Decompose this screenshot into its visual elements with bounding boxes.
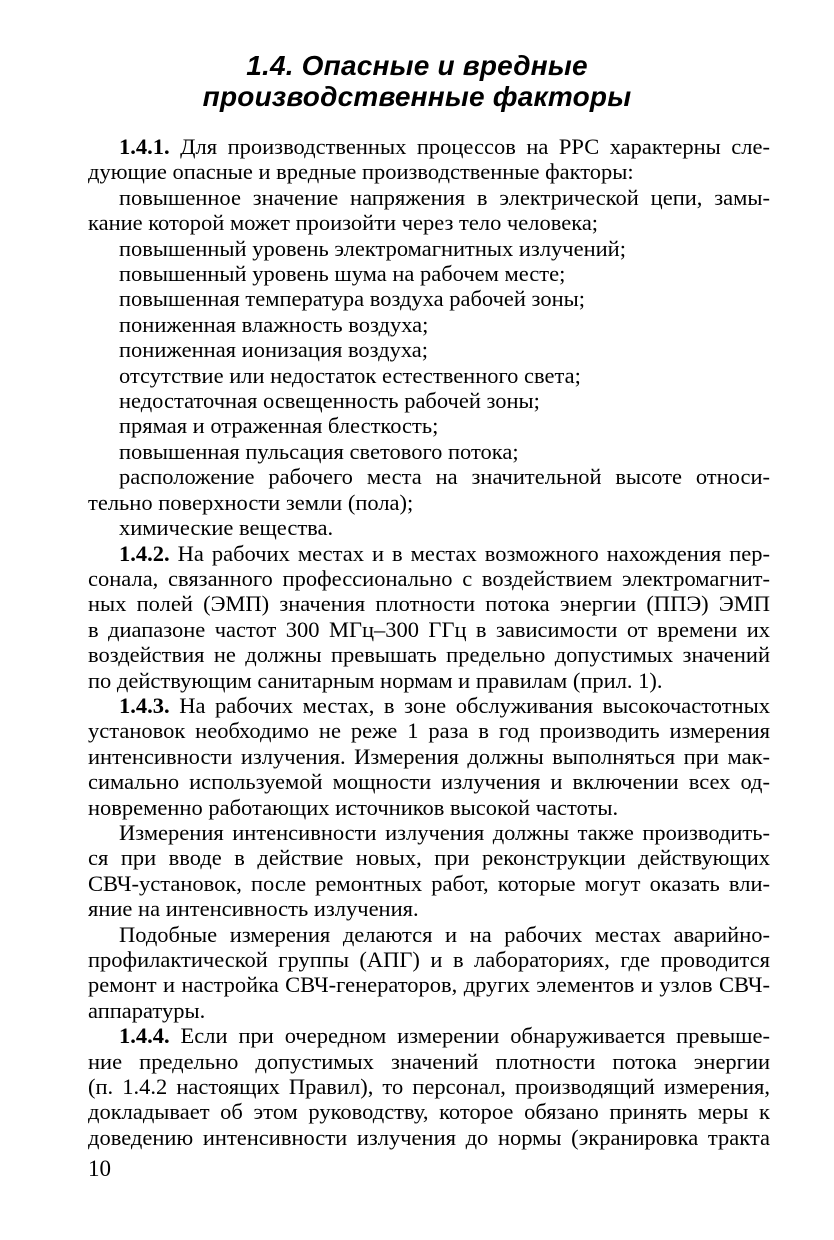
- text-line: повышенный уровень электромагнитных излучений;: [119, 235, 626, 261]
- section-title-line-2: производственные факторы: [202, 81, 632, 112]
- text-line: установок необходимо не реже 1 раза в год производить измерения: [88, 718, 770, 744]
- text-line: по действующим санитарным нормам и правилам (прил. 1).: [88, 667, 663, 693]
- text-line: дующие опасные и вредные производственные факторы:: [88, 159, 634, 185]
- text-line: яние на интенсивность излучения.: [88, 896, 419, 922]
- text-line: повышенный уровень шума на рабочем месте;: [119, 261, 566, 287]
- clause-number: 1.4.1.: [119, 134, 170, 159]
- section-title: [0, 50, 834, 112]
- text-line: ремонт и настройка СВЧ-генераторов, других элементов и узлов СВЧ-: [88, 972, 770, 998]
- text-line: сонала, связанного профессионально с воздействием электромагнит-: [88, 565, 770, 591]
- text-line: повышенная пульсация светового потока;: [119, 438, 519, 464]
- clause-number: 1.4.2.: [119, 540, 170, 566]
- text-line: Подобные измерения делаются и на рабочих местах аварийно-: [119, 921, 770, 947]
- text-line: воздействия не должны превышать предельно допустимых значений: [88, 642, 770, 668]
- text-line: недостаточная освещенность рабочей зоны;: [119, 388, 540, 414]
- text-line: пониженная влажность воздуха;: [119, 311, 429, 337]
- text-line: профилактической группы (АПГ) и в лабораториях, где проводится: [88, 947, 770, 972]
- text-line: (п. 1.4.2 настоящих Правил), то персонал, производящий измерения,: [88, 1074, 770, 1100]
- text-line: химические вещества.: [119, 515, 334, 541]
- text-line: 1.4.3. На рабочих местах, в зоне обслуживания высокочастотных: [119, 692, 770, 718]
- clause-number: 1.4.4.: [119, 1023, 170, 1049]
- page-number: 10: [88, 1156, 111, 1181]
- text-line: в диапазоне частот 300 МГц–300 ГГц в зависимости от времени их: [88, 616, 770, 642]
- text-line: расположение рабочего места на значительной высоте относи-: [119, 464, 770, 490]
- clause-number: 1.4.3.: [119, 692, 170, 718]
- text-line: отсутствие или недостаток естественного света;: [119, 362, 581, 388]
- section-title-line-1: 1.4. Опасные и вредные: [246, 50, 588, 81]
- text-line: 1.4.2. На рабочих местах и в местах возможного нахождения пер-: [119, 540, 770, 566]
- text-line: тельно поверхности земли (пола);: [88, 489, 414, 515]
- text-line: ние предельно допустимых значений плотности потока энергии: [88, 1048, 770, 1074]
- text-line: ных полей (ЭМП) значения плотности потока энергии (ППЭ) ЭМП: [88, 591, 770, 617]
- text-line: 1.4.1. Для производственных процессов на РРС характерны сле-: [119, 134, 770, 159]
- text-line: аппаратуры.: [88, 997, 206, 1023]
- text-line: кание которой может произойти через тело человека;: [88, 210, 599, 236]
- text-line: докладывает об этом руководству, которое обязано принять меры к: [88, 1099, 770, 1125]
- text-line: доведению интенсивности излучения до нормы (экранировка тракта: [88, 1124, 770, 1150]
- text-line: ся при вводе в действие новых, при реконструкции действующих: [88, 845, 770, 871]
- text-line: СВЧ-установок, после ремонтных работ, которые могут оказать вли-: [88, 870, 770, 896]
- text-line: Измерения интенсивности излучения должны также производить-: [119, 819, 770, 845]
- text-line: пониженная ионизация воздуха;: [119, 337, 429, 363]
- text-line: повышенное значение напряжения в электрической цепи, замы-: [119, 184, 770, 210]
- text-line: 1.4.4. Если при очередном измерении обнаруживается превыше-: [119, 1023, 770, 1049]
- text-line: повышенная температура воздуха рабочей зоны;: [119, 286, 585, 312]
- text-line: интенсивности излучения. Измерения должны выполняться при мак-: [88, 743, 770, 769]
- text-line: прямая и отраженная блесткость;: [119, 413, 439, 439]
- document-body: [88, 134, 770, 1150]
- text-line: новременно работающих источников высокой частоты.: [88, 794, 619, 820]
- text-line: симально используемой мощности излучения и включении всех од-: [88, 769, 770, 795]
